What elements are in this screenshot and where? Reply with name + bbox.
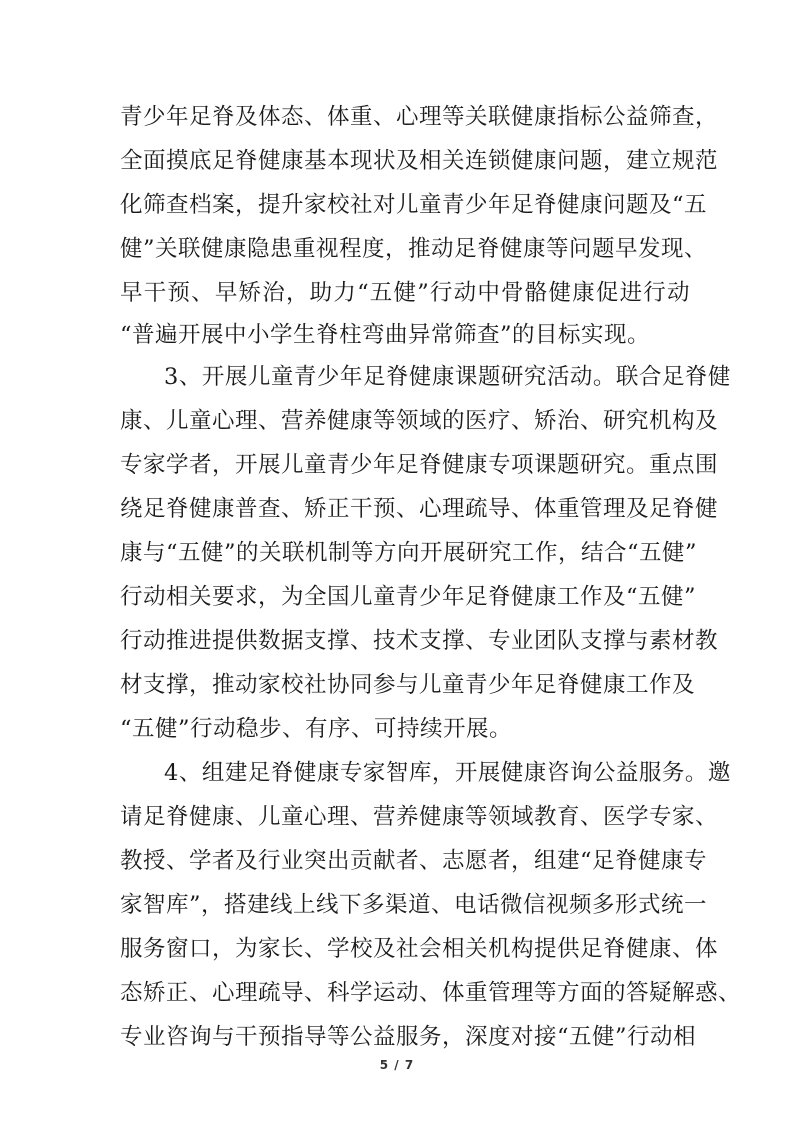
text-line: 绕足脊健康普查、矫正干预、心理疏导、体重管理及足脊健 [120, 496, 719, 522]
text-line: 化筛查档案，提升家校社对儿童青少年足脊健康问题及“五 [120, 192, 708, 218]
text-line: 材支撑，推动家校社协同参与儿童青少年足脊健康工作及 [120, 672, 696, 698]
section-heading-line: 3、开展儿童青少年足脊健康课题研究活动。联合足脊健 [164, 364, 731, 390]
text-line: 态矫正、心理疏导、科学运动、体重管理等方面的答疑解惑、 [120, 980, 742, 1006]
text-line: “五健”行动稳步、有序、可持续开展。 [120, 716, 513, 742]
text-line: 青少年足脊及体态、体重、心理等关联健康指标公益筛查， [120, 104, 719, 130]
section-heading-line: 4、组建足脊健康专家智库，开展健康咨询公益服务。邀 [164, 760, 731, 786]
text-line: 行动相关要求，为全国儿童青少年足脊健康工作及“五健” [120, 584, 697, 610]
text-line: 服务窗口，为家长、学校及社会相关机构提供足脊健康、体 [120, 936, 719, 962]
text-line: 全面摸底足脊健康基本现状及相关连锁健康问题，建立规范 [120, 148, 719, 174]
text-line: “普遍开展中小学生脊柱弯曲异常筛查”的目标实现。 [120, 322, 651, 348]
text-line: 康与“五健”的关联机制等方向开展研究工作，结合“五健” [120, 540, 698, 566]
page-number: 5 / 7 [379, 1058, 415, 1072]
text-line: 健”关联健康隐患重视程度，推动足脊健康等问题早发现、 [120, 236, 708, 262]
text-line: 行动推进提供数据支撑、技术支撑、专业团队支撑与素材教 [120, 628, 719, 654]
text-line: 专业咨询与干预指导等公益服务，深度对接“五健”行动相 [120, 1024, 697, 1050]
text-line: 请足脊健康、儿童心理、营养健康等领域教育、医学专家、 [120, 804, 719, 830]
text-line: 专家学者，开展儿童青少年足脊健康专项课题研究。重点围 [120, 452, 719, 478]
text-line: 早干预、早矫治，助力“五健”行动中骨骼健康促进行动 [120, 280, 690, 306]
text-line: 家智库”，搭建线上线下多渠道、电话微信视频多形式统一 [120, 892, 708, 918]
text-line: 教授、学者及行业突出贡献者、志愿者，组建“足脊健康专 [120, 848, 708, 874]
text-line: 康、儿童心理、营养健康等领域的医疗、矫治、研究机构及 [120, 408, 719, 434]
